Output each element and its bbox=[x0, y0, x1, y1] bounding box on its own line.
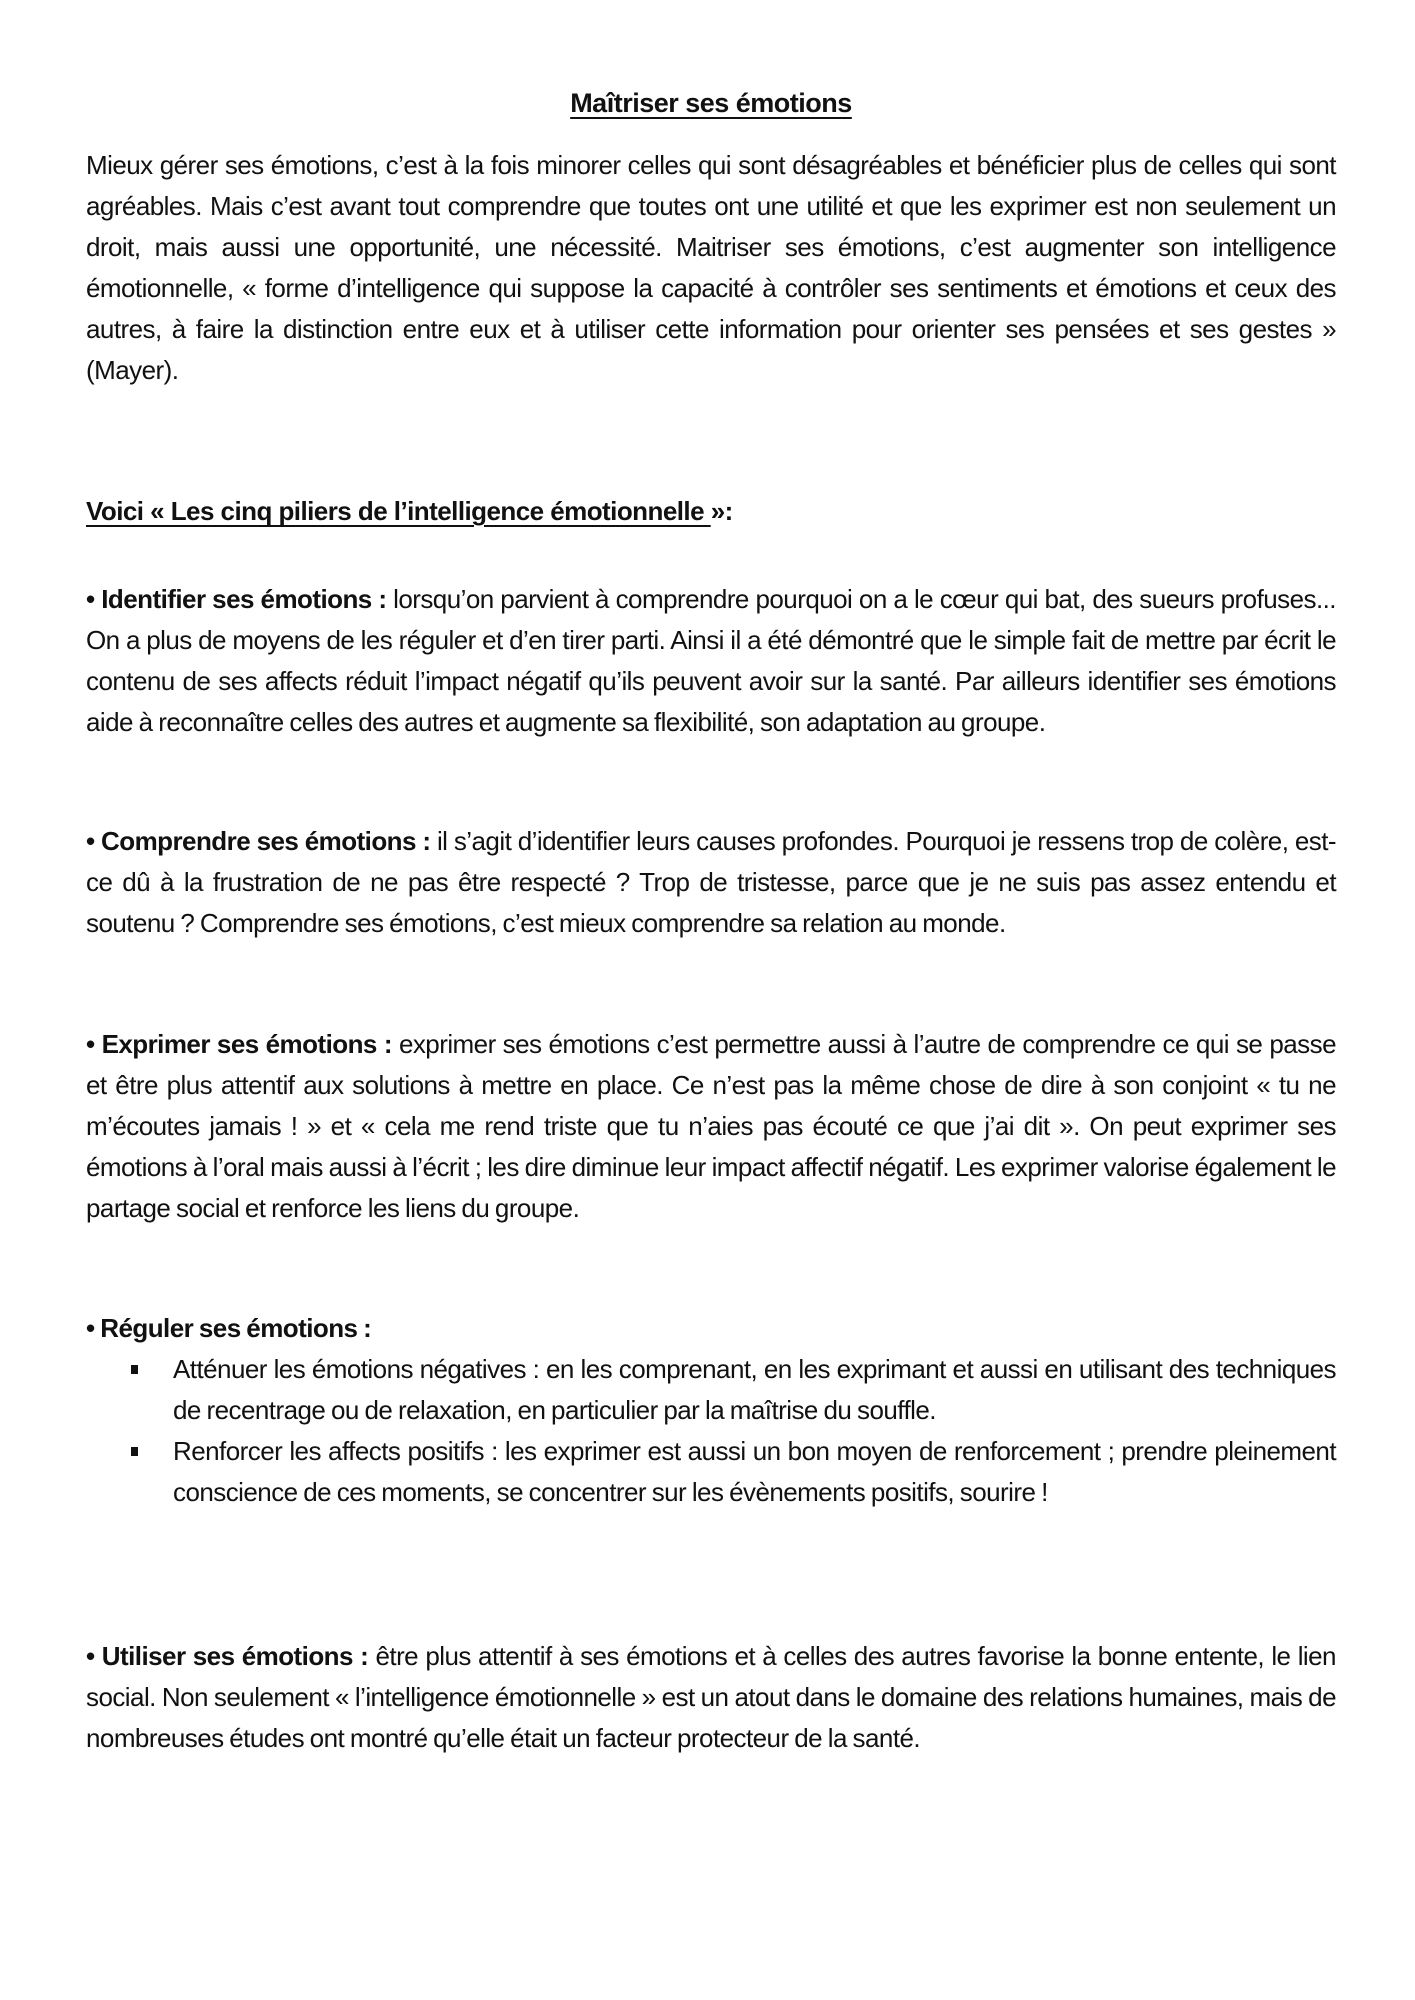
pillar-use bbox=[86, 1636, 1336, 1759]
title-text: Maîtriser ses émotions bbox=[570, 88, 852, 118]
pillar-text: il s’agit d’identifier leurs causes profondes. Pourquoi je ressens trop de colère, est-ce dû à la frustration de ne pas être respecté ? Trop de tristesse, parce que je ne suis pas assez entendu et soutenu ? Comprendre ses émotions, c’est mieux comprendre sa relation au monde. bbox=[86, 826, 1336, 938]
pillars-heading bbox=[86, 496, 733, 527]
sublist-item-reinforce bbox=[86, 1431, 1336, 1513]
pillar-text: être plus attentif à ses émotions et à celles des autres favorise la bonne entente, le lien social. Non seulement « l’intelligence émotionnelle » est un atout dans le domaine des relations humaines, mais de nombreuses études ont montré qu’elle était un facteur protecteur de la santé. bbox=[86, 1641, 1336, 1753]
pillar-lead: Utiliser ses émotions : bbox=[101, 1641, 369, 1671]
pillar-text: exprimer ses émotions c’est permettre aussi à l’autre de comprendre ce qui se passe et être plus attentif aux solutions à mettre en place. Ce n’est pas la même chose de dire à son conjoint « tu ne m’écoutes jamais ! » et « cela me rend triste que tu n’aies pas écouté ce que j’ai dit ». On peut exprimer ses émotions à l’oral mais aussi à l’écrit ; les dire diminue leur impact affectif négatif. Les exprimer valorise également le partage social et renforce les liens du groupe. bbox=[86, 1029, 1336, 1223]
bullet-icon: • bbox=[86, 1641, 95, 1671]
bullet-icon: • bbox=[86, 826, 95, 856]
pillar-lead: Comprendre ses émotions : bbox=[101, 826, 431, 856]
sublist-item-attenuate bbox=[86, 1349, 1336, 1431]
pillar-lead: Exprimer ses émotions : bbox=[101, 1029, 392, 1059]
pillar-regulate bbox=[86, 1308, 1336, 1349]
square-bullet-icon bbox=[131, 1365, 138, 1374]
pillar-lead: Identifier ses émotions : bbox=[101, 584, 387, 614]
bullet-icon: • bbox=[86, 584, 95, 614]
sublist-item-text: Atténuer les émotions négatives : en les comprenant, en les exprimant et aussi en utilisant des techniques de recentrage ou de relaxation, en particulier par la maîtrise du souffle. bbox=[173, 1354, 1336, 1425]
regulate-sublist bbox=[86, 1349, 1336, 1513]
pillar-identify bbox=[86, 579, 1336, 743]
bullet-icon: • bbox=[86, 1029, 95, 1059]
pillar-text: lorsqu’on parvient à comprendre pourquoi on a le cœur qui bat, des sueurs profuses... On a plus de moyens de les réguler et d’en tirer parti. Ainsi il a été démontré que le simple fait de mettre par écrit le contenu de ses affects réduit l’impact négatif qu’ils peuvent avoir sur la santé. Par ailleurs identifier ses émotions aide à reconnaître celles des autres et augmente sa flexibilité, son adaptation au groupe. bbox=[86, 584, 1336, 737]
sublist-item-text: Renforcer les affects positifs : les exprimer est aussi un bon moyen de renforcement ; prendre pleinement conscience de ces moments, se concentrer sur les évènements positifs, sourire ! bbox=[173, 1436, 1336, 1507]
pillars-heading-tail: »: bbox=[710, 496, 733, 526]
pillar-express bbox=[86, 1024, 1336, 1229]
bullet-icon: • bbox=[86, 1313, 95, 1343]
pillar-understand bbox=[86, 821, 1336, 944]
document-title bbox=[86, 88, 1336, 119]
pillar-lead: Réguler ses émotions : bbox=[100, 1313, 372, 1343]
intro-paragraph: Mieux gérer ses émotions, c’est à la fois minorer celles qui sont désagréables et bénéficier plus de celles qui sont agréables. Mais c’est avant tout comprendre que toutes ont une utilité et que les exprimer est non seulement un droit, mais aussi une opportunité, une nécessité. Maitriser ses émotions, c’est augmenter son intelligence émotionnelle, « forme d’intelligence qui suppose la capacité à contrôler ses sentiments et émotions et ceux des autres, à faire la distinction entre eux et à utiliser cette information pour orienter ses pensées et ses gestes » (Mayer). bbox=[86, 150, 1336, 385]
pillars-heading-underlined: Voici « Les cinq piliers de l’intelligence émotionnelle bbox=[86, 496, 711, 526]
square-bullet-icon bbox=[131, 1447, 138, 1456]
